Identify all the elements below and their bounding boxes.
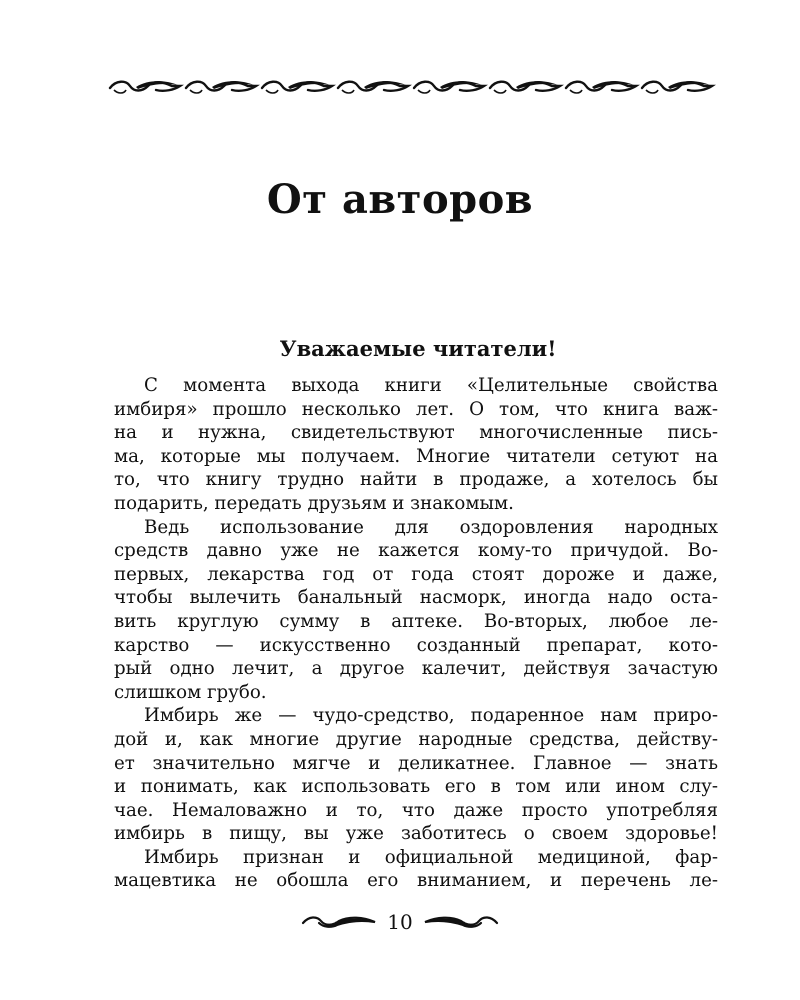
text-line: то, что книгу трудно найти в продаже, а хотелось бы xyxy=(114,469,718,491)
text-line: карство — искусственно созданный препарат, кото- xyxy=(114,634,718,656)
page-footer xyxy=(0,908,800,936)
left-flourish-icon xyxy=(301,913,377,931)
text-line: чае. Немаловажно и то, что даже просто употребляя xyxy=(114,799,718,821)
text-line: подарить, передать друзьям и знакомым. xyxy=(114,492,514,514)
text-line: средств давно уже не кажется кому-то причудой. Во- xyxy=(114,540,718,562)
text-line: на и нужна, свидетельствуют многочисленные пись- xyxy=(114,422,718,444)
top-ornament-divider xyxy=(108,74,720,100)
text-line: вить круглую сумму в аптеке. Во-вторых, любое ле- xyxy=(114,610,718,632)
text-line: мацевтика не обошла его вниманием, и перечень ле- xyxy=(114,870,718,892)
text-line: имбиря» прошло несколько лет. О том, что книга важ- xyxy=(114,398,718,420)
section-heading: Уважаемые читатели! xyxy=(279,336,557,361)
right-flourish-icon xyxy=(423,913,499,931)
text-line: Ведь использование для оздоровления народных xyxy=(144,516,718,538)
text-line: и понимать, как использовать его в том или ином слу- xyxy=(114,776,718,798)
chapter-title: От авторов xyxy=(266,176,534,223)
text-line: ет значительно мягче и деликатнее. Главное — знать xyxy=(114,752,718,774)
text-line: слишком грубо. xyxy=(114,681,267,703)
text-line: Имбирь признан и официальной медициной, фар- xyxy=(144,846,718,868)
text-line: имбирь в пищу, вы уже заботитесь о своем здоровье! xyxy=(114,823,718,845)
text-line: первых, лекарства год от года стоят дороже и даже, xyxy=(114,563,718,585)
body-text xyxy=(114,374,718,893)
text-line: ма, которые мы получаем. Многие читатели сетуют на xyxy=(114,445,718,467)
text-line: рый одно лечит, а другое калечит, действуя зачастую xyxy=(114,658,718,680)
text-line: Имбирь же — чудо-средство, подаренное нам приро- xyxy=(144,705,718,727)
page-number: 10 xyxy=(387,910,413,934)
text-line: дой и, как многие другие народные средства, действу- xyxy=(114,728,718,750)
text-line: С момента выхода книги «Целительные свойства xyxy=(144,375,718,396)
text-line: чтобы вылечить банальный насморк, иногда надо оста- xyxy=(114,587,718,609)
